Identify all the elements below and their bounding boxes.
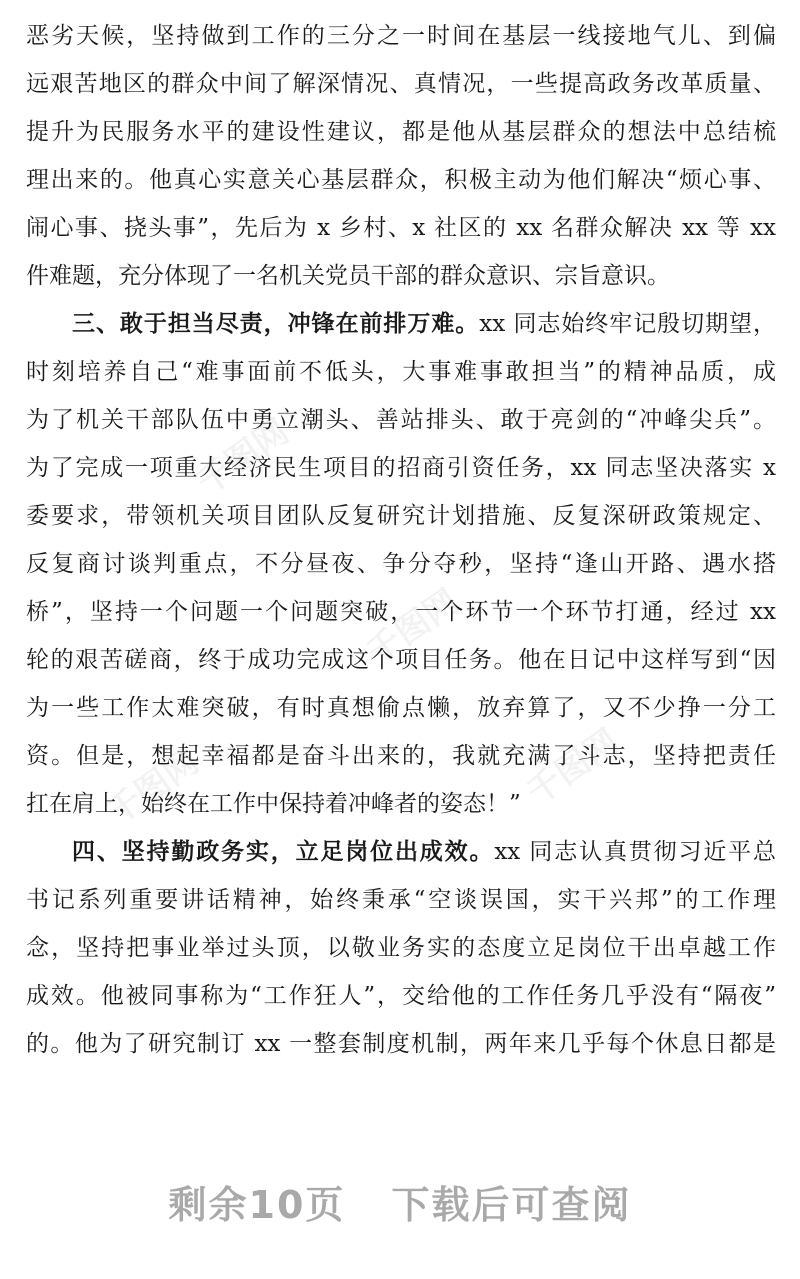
- document-body: [26, 0, 776, 1068]
- watermark: 千图网: [359, 581, 467, 674]
- watermark: 千图网: [519, 721, 627, 814]
- text-line: 理出来的。他真心实意关心基层群众，积极主动为他们解决“烦心事、: [26, 167, 776, 193]
- text-line: 反复商讨谈判重点，不分昼夜、争分夺秒，坚持“逢山开路、遇水搭: [26, 551, 776, 577]
- watermark: 千图网: [189, 411, 297, 504]
- text-line: 为一些工作太难突破，有时真想偷点懒，放弃算了，又不少挣一分工: [26, 695, 776, 721]
- text-run: xx 同志认真贯彻习近平总: [494, 839, 777, 865]
- watermark: 千图网: [99, 741, 207, 834]
- section-first-line: [26, 828, 776, 876]
- text-run: xx 同志始终牢记殷切期望，: [479, 311, 776, 337]
- text-line: 为了机关干部队伍中勇立潮头、善站排头、敢于亮剑的“冲峰尖兵”。: [26, 407, 776, 433]
- text-line: 的。他为了研究制订 xx 一整套制度机制，两年来几乎每个休息日都是: [26, 1031, 776, 1057]
- text-line: 委要求，带领机关项目团队反复研究计划措施、反复深研政策规定、: [26, 503, 776, 529]
- paragraph: [26, 300, 776, 828]
- text-line: 闹心事、挠头事”，先后为 x 乡村、x 社区的 xx 名群众解决 xx 等 xx: [26, 215, 776, 241]
- paragraph: [26, 828, 776, 1068]
- text-line: 时刻培养自己“难事面前不低头，大事难事敢担当”的精神品质，成: [26, 359, 776, 385]
- text-line: 恶劣天候，坚持做到工作的三分之一时间在基层一线接地气儿、到偏: [26, 23, 776, 49]
- section-heading: 三、敢于担当尽责，冲锋在前排万难。: [72, 310, 480, 337]
- text-line: 远艰苦地区的群众中间了解深情况、真情况，一些提高政务改革质量、: [26, 71, 776, 97]
- section-heading: 四、坚持勤政务实，立足岗位出成效。: [72, 838, 495, 865]
- section-first-line: [26, 300, 776, 348]
- text-line: 提升为民服务水平的建设性建议，都是他从基层群众的想法中总结梳: [26, 119, 776, 145]
- text-line: [26, 0, 776, 12]
- text-line: 为了完成一项重大经济民生项目的招商引资任务，xx 同志坚决落实 x: [26, 455, 776, 481]
- download-prompt[interactable]: [0, 1174, 800, 1229]
- text-line: 件难题，充分体现了一名机关党员干部的群众意识、宗旨意识。: [26, 263, 670, 289]
- text-line: 轮的艰苦磋商，终于成功完成这个项目任务。他在日记中这样写到“因: [26, 647, 776, 673]
- paragraph: [26, 0, 776, 300]
- text-line: 资。但是，想起幸福都是奋斗出来的，我就充满了斗志，坚持把责任: [26, 743, 776, 769]
- text-line: 书记系列重要讲话精神，始终秉承“空谈误国，实干兴邦”的工作理: [26, 887, 776, 913]
- text-line: 成效。他被同事称为“工作狂人”，交给他的工作任务几乎没有“隔夜”: [26, 983, 776, 1009]
- text-line: 扛在肩上，始终在工作中保持着冲峰者的姿态！”: [26, 791, 521, 817]
- download-to-view-text: 下载后可查阅: [391, 1183, 632, 1227]
- text-line: 念，坚持把事业举过头顶，以敬业务实的态度立足岗位干出卓越工作: [26, 935, 776, 961]
- remaining-pages-text: 剩余10页: [168, 1183, 346, 1227]
- text-line: 桥”，坚持一个问题一个问题突破，一个环节一个环节打通，经过 xx: [26, 599, 776, 625]
